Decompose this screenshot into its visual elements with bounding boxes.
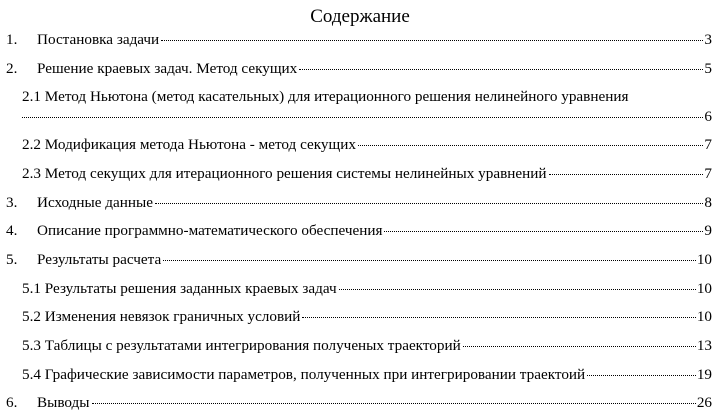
toc-entry[interactable] <box>6 31 712 49</box>
toc-entry[interactable] <box>22 280 712 298</box>
toc-entry[interactable] <box>6 222 712 240</box>
toc-entry-title: Результаты расчета <box>37 251 162 268</box>
dot-leader <box>358 145 703 146</box>
toc-page-number: 26 <box>696 394 712 411</box>
toc-entry-title: 5.4 Графические зависимости параметров, полученных при интегрировании траектоий <box>22 366 586 383</box>
toc-page-number: 3 <box>704 31 712 48</box>
toc-entry[interactable] <box>6 60 712 78</box>
dot-leader <box>302 317 695 318</box>
toc-entry[interactable] <box>6 251 712 269</box>
dot-leader <box>22 117 703 118</box>
toc-entry[interactable] <box>22 88 712 106</box>
toc-entry-number: 5. <box>6 251 18 268</box>
toc-page-number: 9 <box>704 222 712 239</box>
toc-entry[interactable] <box>6 394 712 412</box>
toc-entry[interactable] <box>22 308 712 326</box>
toc-page-number: 10 <box>696 280 712 297</box>
toc-entry-title: 5.1 Результаты решения заданных краевых задач <box>22 280 337 297</box>
dot-leader <box>384 231 703 232</box>
toc-entry[interactable] <box>22 136 712 154</box>
toc-entry-number: 6. <box>6 394 18 411</box>
dot-leader <box>463 346 696 347</box>
toc-entry-number: 1. <box>6 31 18 48</box>
toc-page-number: 10 <box>696 308 712 325</box>
dot-leader <box>163 260 696 261</box>
dot-leader <box>155 203 703 204</box>
toc-page-number: 13 <box>696 337 712 354</box>
toc-page-number: 7 <box>704 136 712 153</box>
toc-title: Содержание <box>310 6 410 27</box>
toc-entry-title: 5.3 Таблицы с результатами интегрирования полученых траекторий <box>22 337 461 354</box>
dot-leader <box>161 40 703 41</box>
toc-page-number: 8 <box>704 194 712 211</box>
toc-entry[interactable] <box>22 366 712 384</box>
toc-entry[interactable] <box>22 337 712 355</box>
toc-entry-number: 2. <box>6 60 18 77</box>
toc-entry-title: Постановка задачи <box>37 31 160 48</box>
toc-entry-title: Решение краевых задач. Метод секущих <box>37 60 298 77</box>
toc-page-number: 10 <box>696 251 712 268</box>
toc-entry[interactable] <box>6 194 712 212</box>
dot-leader <box>549 174 704 175</box>
toc-entry-number: 4. <box>6 222 18 239</box>
toc-entry-title: Исходные данные <box>37 194 153 211</box>
toc-entry-number: 3. <box>6 194 18 211</box>
toc-entry-title: 5.2 Изменения невязок граничных условий <box>22 308 301 325</box>
toc-page-number: 7 <box>704 165 712 182</box>
toc-page-number: 19 <box>696 366 712 383</box>
toc-page-number: 6 <box>704 108 712 125</box>
toc-entry-title: 2.3 Метод секущих для итерационного решения системы нелинейных уравнений <box>22 165 547 182</box>
dot-leader <box>339 289 696 290</box>
dot-leader <box>299 69 703 70</box>
toc-entry-title: Выводы <box>37 394 90 411</box>
toc-entry-title: 2.1 Метод Ньютона (метод касательных) для итерационного решения нелинейного уравнения <box>22 88 629 105</box>
toc-entry[interactable] <box>22 165 712 183</box>
dot-leader <box>587 375 696 376</box>
toc-entry-title: Описание программно-математического обеспечения <box>37 222 383 239</box>
toc-page-number: 5 <box>704 60 712 77</box>
toc-entry-continuation[interactable] <box>22 108 712 126</box>
dot-leader <box>92 403 696 404</box>
toc-entry-title: 2.2 Модификация метода Ньютона - метод секущих <box>22 136 356 153</box>
